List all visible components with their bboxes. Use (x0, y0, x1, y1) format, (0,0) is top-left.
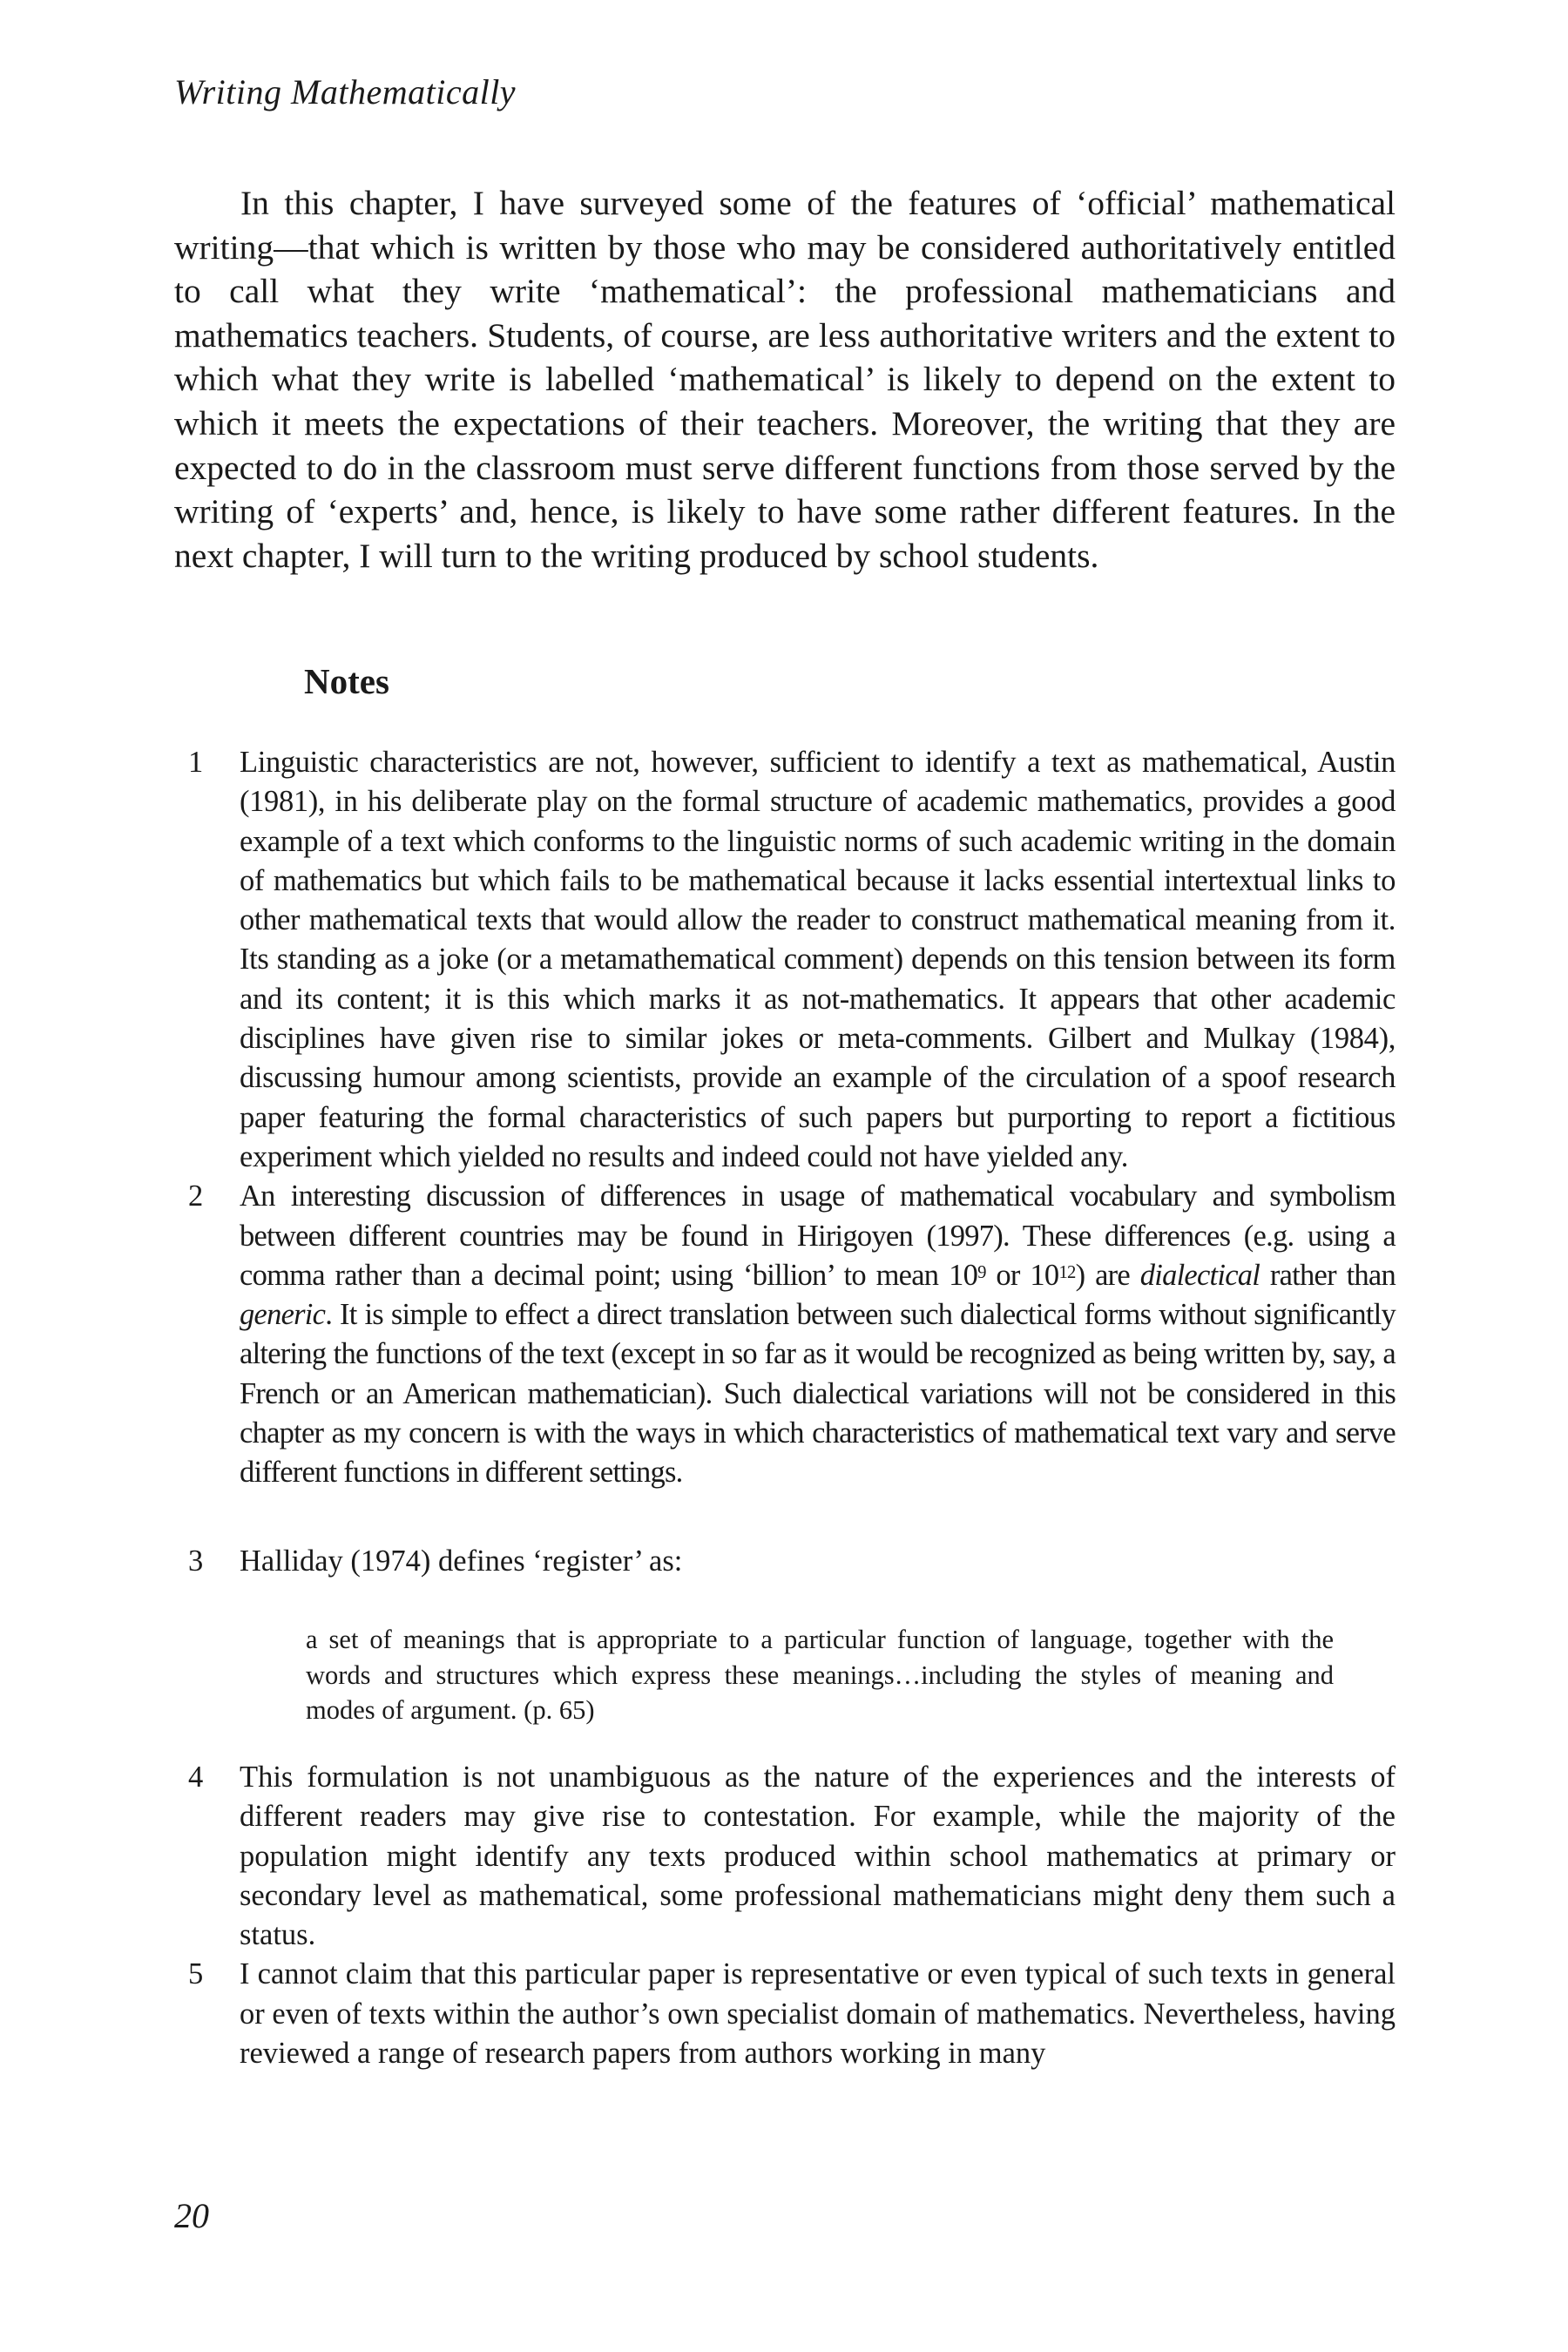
note-text-part: ) are (1075, 1258, 1140, 1292)
note-text-part: An interesting discussion of differences in usage of mathematical vocabulary and symbolism between different countries may be found in Hirigoyen (1997). These differences (e.g. using a comma rather than a decimal point; using ‘billion’ to mean 10 (240, 1179, 1396, 1292)
block-quote: a set of meanings that is appropriate to a particular function of language, together with the words and structures which express these meanings…including the styles of meaning and modes of argument. (p. 65) (306, 1625, 1334, 1725)
note-text: I cannot claim that this particular paper is representative or even typical of such texts in general or even of texts within the author’s own specialist domain of mathematics. Nevertheless, having reviewed a range of research papers from authors working in many (240, 1957, 1396, 2071)
running-head: Writing Mathematically (174, 72, 517, 112)
notes-heading: Notes (304, 661, 389, 701)
note-number: 1 (188, 746, 203, 779)
note-number: 4 (188, 1761, 204, 1794)
notes-list-note3 (174, 1542, 1396, 1581)
note-text: Linguistic characteristics are not, however, sufficient to identify a text as mathematical, Austin (1981), in his deliberate play on the formal structure of academic mathematics, provides a good example of a text which conforms to the linguistic norms of such academic writing in the domain of mathematics but which fails to be mathematical because it lacks essential intertextual links to other mathematical texts that would allow the reader to construct mathematical meaning from it. Its standing as a joke (or a metamathematical comment) depends on this tension between its form and its content; it is this which marks it as not-mathematics. It appears that other academic disciplines have given rise to similar jokes or meta-comments. Gilbert and Mulkay (1984), discussing humour among scientists, provide an example of the circulation of a spoof research paper featuring the formal characteristics of such papers but purporting to report a fictitious experiment which yielded no results and indeed could not have yielded any. (240, 746, 1396, 1173)
notes-list-lower (174, 1758, 1396, 2073)
note-3 (174, 1542, 1396, 1581)
note-text (240, 1177, 1396, 1492)
body-paragraph: In this chapter, I have surveyed some of the features of ‘official’ mathematical writing—that which is written by those who may be considered authoritatively entitled to call what they write ‘mathematical’: the professional mathematicians and mathematics teachers. Students, of course, are less authoritative writers and the extent to which what they write is labelled ‘mathematical’ is likely to depend on the extent to which it meets the expectations of their teachers. Moreover, the writing that they are expected to do in the classroom must serve different functions from those served by the writing of ‘experts’ and, hence, is likely to have some rather different features. In the next chapter, I will turn to the writing produced by school students. (174, 184, 1396, 575)
note-4 (174, 1758, 1396, 1955)
note-text: Halliday (1974) defines ‘register’ as: (240, 1544, 683, 1578)
note-1 (174, 743, 1396, 1177)
page-number: 20 (174, 2196, 209, 2235)
note-number: 5 (188, 1957, 204, 1991)
note-5 (174, 1955, 1396, 2073)
italic-term: generic (240, 1298, 326, 1332)
note-text-part: or 10 (985, 1258, 1059, 1292)
notes-list-upper (174, 743, 1396, 1493)
note-text: This formulation is not unambiguous as the nature of the experiences and the interests of different readers may give rise to contestation. For example, while the majority of the population might identify any texts produced within school mathematics at primary or secondary level as mathematical, some professional mathematicians might deny them such a status. (240, 1761, 1396, 1952)
note-number: 2 (188, 1179, 203, 1213)
note-2 (174, 1177, 1396, 1492)
exponent: 9 (977, 1262, 986, 1282)
note-number: 3 (188, 1544, 204, 1578)
note-text-part: . It is simple to effect a direct translation between such dialectical forms without significantly altering the functions of the text (except in so far as it would be recognized as being written by, say, a French or an American mathematician). Such dialectical variations will not be considered in this chapter as my concern is with the ways in which characteristics of mathematical text vary and serve different functions in different settings. (240, 1298, 1396, 1490)
exponent: 12 (1058, 1262, 1076, 1282)
note-text-part: rather than (1260, 1258, 1396, 1292)
italic-term: dialectical (1139, 1258, 1260, 1292)
